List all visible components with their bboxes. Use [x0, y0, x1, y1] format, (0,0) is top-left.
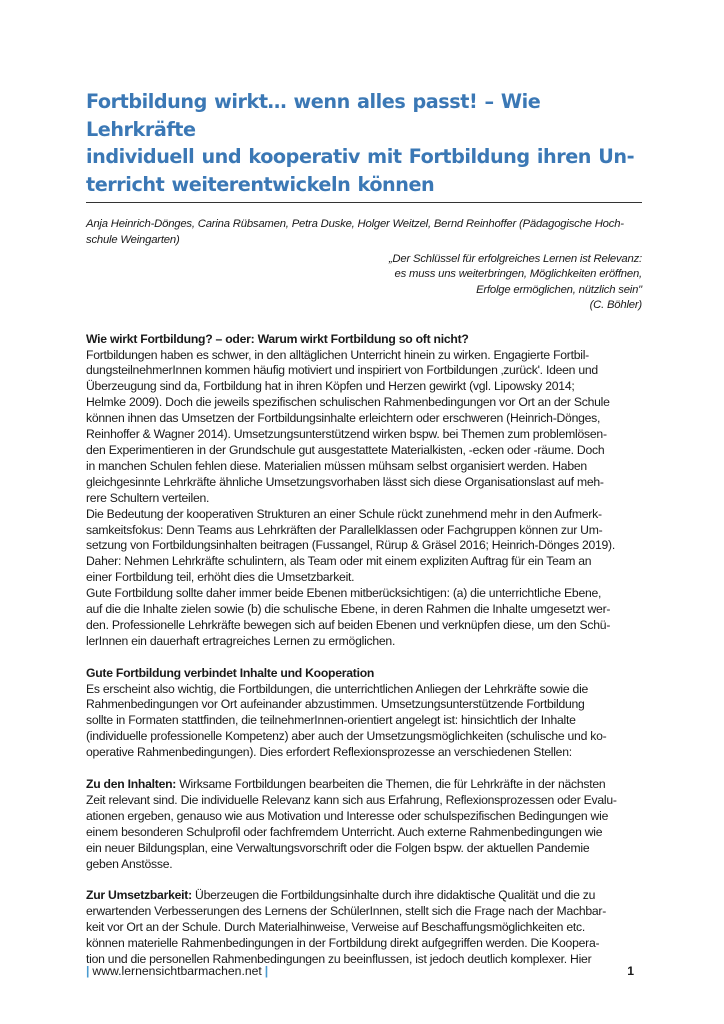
- text-line: auf die die Inhalte zielen sowie (b) die schulische Ebene, in deren Rahmen die Inhalte umgesetzt wer-: [86, 602, 611, 617]
- paragraph: [86, 507, 642, 587]
- text-line: Es erscheint also wichtig, die Fortbildungen, die unterrichtlichen Anliegen der Lehrkräfte sowie die: [86, 681, 589, 696]
- text-line: samkeitsfokus: Denn Teams aus Lehrkräften der Parallelklassen oder Fachgruppen können zur Um-: [86, 522, 603, 537]
- text-line: Daher: Nehmen Lehrkräfte schulintern, als Team oder mit einem expliziten Auftrag für ein Team an: [86, 554, 592, 569]
- footer-separator: |: [264, 964, 269, 978]
- epigraph-quote: [86, 252, 642, 314]
- text-line: ationen ergeben, genauso wie aus Motivation und Interesse oder schulspezifischen Bedingungen wie: [86, 808, 609, 823]
- text-line: keit vor Ort an der Schule. Durch Materialhinweise, Verweise auf Beschaffungsmöglichkeiten etc.: [86, 920, 585, 935]
- page-number: 1: [627, 964, 634, 978]
- body-text: [86, 332, 642, 968]
- text-line: dungsteilnehmerInnen kommen häufig motiviert und inspiriert von Fortbildungen ‚zurück'. Ideen und: [86, 363, 598, 378]
- text-line: Helmke 2009). Doch die jeweils spezifischen schulischen Rahmenbedingungen vor Ort an der Schule: [86, 395, 610, 410]
- text-line: den Experimentieren in der Grundschule gut ausgestattete Materialkisten, -ecken oder -räume. Doch: [86, 442, 605, 457]
- inline-label: Zu den Inhalten:: [86, 776, 177, 791]
- text-line: Zeit relevant sind. Die individuelle Relevanz kann sich aus Erfahrung, Reflexionsprozessen oder Evalu-: [86, 792, 617, 807]
- paragraph-umsetzbarkeit: [86, 888, 642, 968]
- text-line: einer Fortbildung teil, erhöht dies die Umsetzbarkeit.: [86, 570, 355, 585]
- text-line: Gute Fortbildung sollte daher immer beide Ebenen mitberücksichtigen: (a) die unterrichtliche Ebene,: [86, 586, 602, 601]
- footer-link-group: [86, 963, 268, 979]
- text-line: ein neuer Bildungsplan, eine Verwaltungsvorschrift oder die Folgen bspw. der aktuellen Pandemie: [86, 840, 590, 855]
- quote-line: „Der Schlüssel für erfolgreiches Lernen ist Relevanz:: [388, 253, 642, 265]
- title-line: Fortbildung wirkt… wenn alles passt! – Wie Lehrkräfte: [86, 90, 541, 141]
- paragraph-inhalte: [86, 777, 642, 872]
- spacer: [86, 650, 642, 666]
- text-line: gleichgesinnte Lehrkräfte ähnliche Umsetzungsvorhaben lässt sich diese Organisationslast auf meh-: [86, 474, 604, 489]
- text-line: in manchen Schulen fehlen diese. Materialien müssen mühsam selbst organisiert werden. Haben: [86, 458, 587, 473]
- section-heading: Gute Fortbildung verbindet Inhalte und Kooperation: [86, 665, 375, 680]
- text-run: Wirksame Fortbildungen bearbeiten die Themen, die für Lehrkräfte in der nächsten: [176, 776, 606, 791]
- text-line: können materielle Rahmenbedingungen in der Fortbildung direkt aufgegriffen werden. Die Koopera-: [86, 936, 600, 951]
- text-line: sollte in Formaten stattfinden, die teilnehmerInnen-orientiert angelegt ist: hinsichtlich der Inhalte: [86, 713, 576, 728]
- text-line: operative Rahmenbedingungen). Dies erfordert Reflexionsprozesse an verschiedenen Stellen:: [86, 745, 572, 760]
- website-link[interactable]: www.lernensichtbarmachen.net: [92, 964, 262, 978]
- text-line: [86, 777, 642, 793]
- text-line: den. Professionelle Lehrkräfte bewegen sich auf beiden Ebenen und verknüpfen diese, um den Schü-: [86, 617, 611, 632]
- paragraph: [86, 682, 642, 762]
- authors: [86, 217, 642, 248]
- section-heading: Wie wirkt Fortbildung? – oder: Warum wirkt Fortbildung so oft nicht?: [86, 331, 469, 346]
- spacer: [86, 872, 642, 888]
- page-footer: [86, 963, 642, 979]
- text-line: Die Bedeutung der kooperativen Strukturen an einer Schule rückt zunehmend mehr in den Aufmerk-: [86, 506, 602, 521]
- authors-line: schule Weingarten): [86, 233, 180, 246]
- text-line: setzung von Fortbildungsinhalten beitragen (Fussangel, Rürup & Gräsel 2016; Heinrich-Dönges 2019).: [86, 538, 615, 553]
- title-line: terricht weiterentwickeln können: [86, 172, 435, 196]
- text-line: rere Schultern verteilen.: [86, 490, 210, 505]
- authors-line: Anja Heinrich-Dönges, Carina Rübsamen, Petra Duske, Holger Weitzel, Bernd Reinhoffer (Pädagogische Hoch-: [86, 218, 624, 230]
- quote-line: es muss uns weiterbringen, Möglichkeiten eröffnen,: [394, 268, 642, 281]
- document-page: [86, 88, 642, 968]
- quote-attribution: (C. Böhler): [589, 299, 642, 312]
- text-line: können ihnen das Umsetzen der Fortbildungsinhalte erleichtern oder erschweren (Heinrich-Dönges,: [86, 411, 601, 426]
- footer-separator: |: [86, 964, 90, 978]
- text-line: (individuelle professionelle Kompetenz) aber auch der Umsetzungsmöglichkeiten (schulische und ko-: [86, 729, 607, 744]
- inline-label: Zur Umsetzbarkeit:: [86, 888, 192, 903]
- spacer: [86, 761, 642, 777]
- document-title: [86, 88, 642, 203]
- paragraph: [86, 348, 642, 507]
- text-line: Fortbildungen haben es schwer, in den alltäglichen Unterricht hinein zu wirken. Engagierte Fortbil-: [86, 347, 589, 362]
- text-line: Reinhoffer & Wagner 2014). Umsetzungsunterstützend wirken bspw. bei Themen zum problemlösen-: [86, 427, 607, 442]
- text-line: erwartenden Verbesserungen des Lernens der SchülerInnen, stellt sich die Frage nach der Machbar-: [86, 904, 607, 919]
- text-line: lerInnen ein dauerhaft ertragreiches Lernen zu ermöglichen.: [86, 633, 396, 648]
- quote-line: Erfolge ermöglichen, nützlich sein": [476, 283, 642, 296]
- text-line: [86, 888, 642, 904]
- text-line: geben Anstösse.: [86, 856, 173, 871]
- text-run: Überzeugen die Fortbildungsinhalte durch ihre didaktische Qualität und die zu: [191, 888, 596, 903]
- text-line: Rahmenbedingungen vor Ort aufeinander abzustimmen. Umsetzungsunterstützende Fortbildung: [86, 697, 585, 712]
- text-line: einem besonderen Schulprofil oder fachfremdem Unterricht. Auch externe Rahmenbedingungen wie: [86, 824, 603, 839]
- title-line: individuell und kooperativ mit Fortbildung ihren Un-: [86, 145, 635, 168]
- paragraph: [86, 586, 642, 650]
- text-line: Überzeugung sind da, Fortbildung hat in ihren Köpfen und Herzen gewirkt (vgl. Lipowsky 2014;: [86, 379, 575, 394]
- text-line: tion und die personellen Rahmenbedingungen zu beeinflussen, ist jedoch deutlich komplexer. Hier: [86, 951, 592, 966]
